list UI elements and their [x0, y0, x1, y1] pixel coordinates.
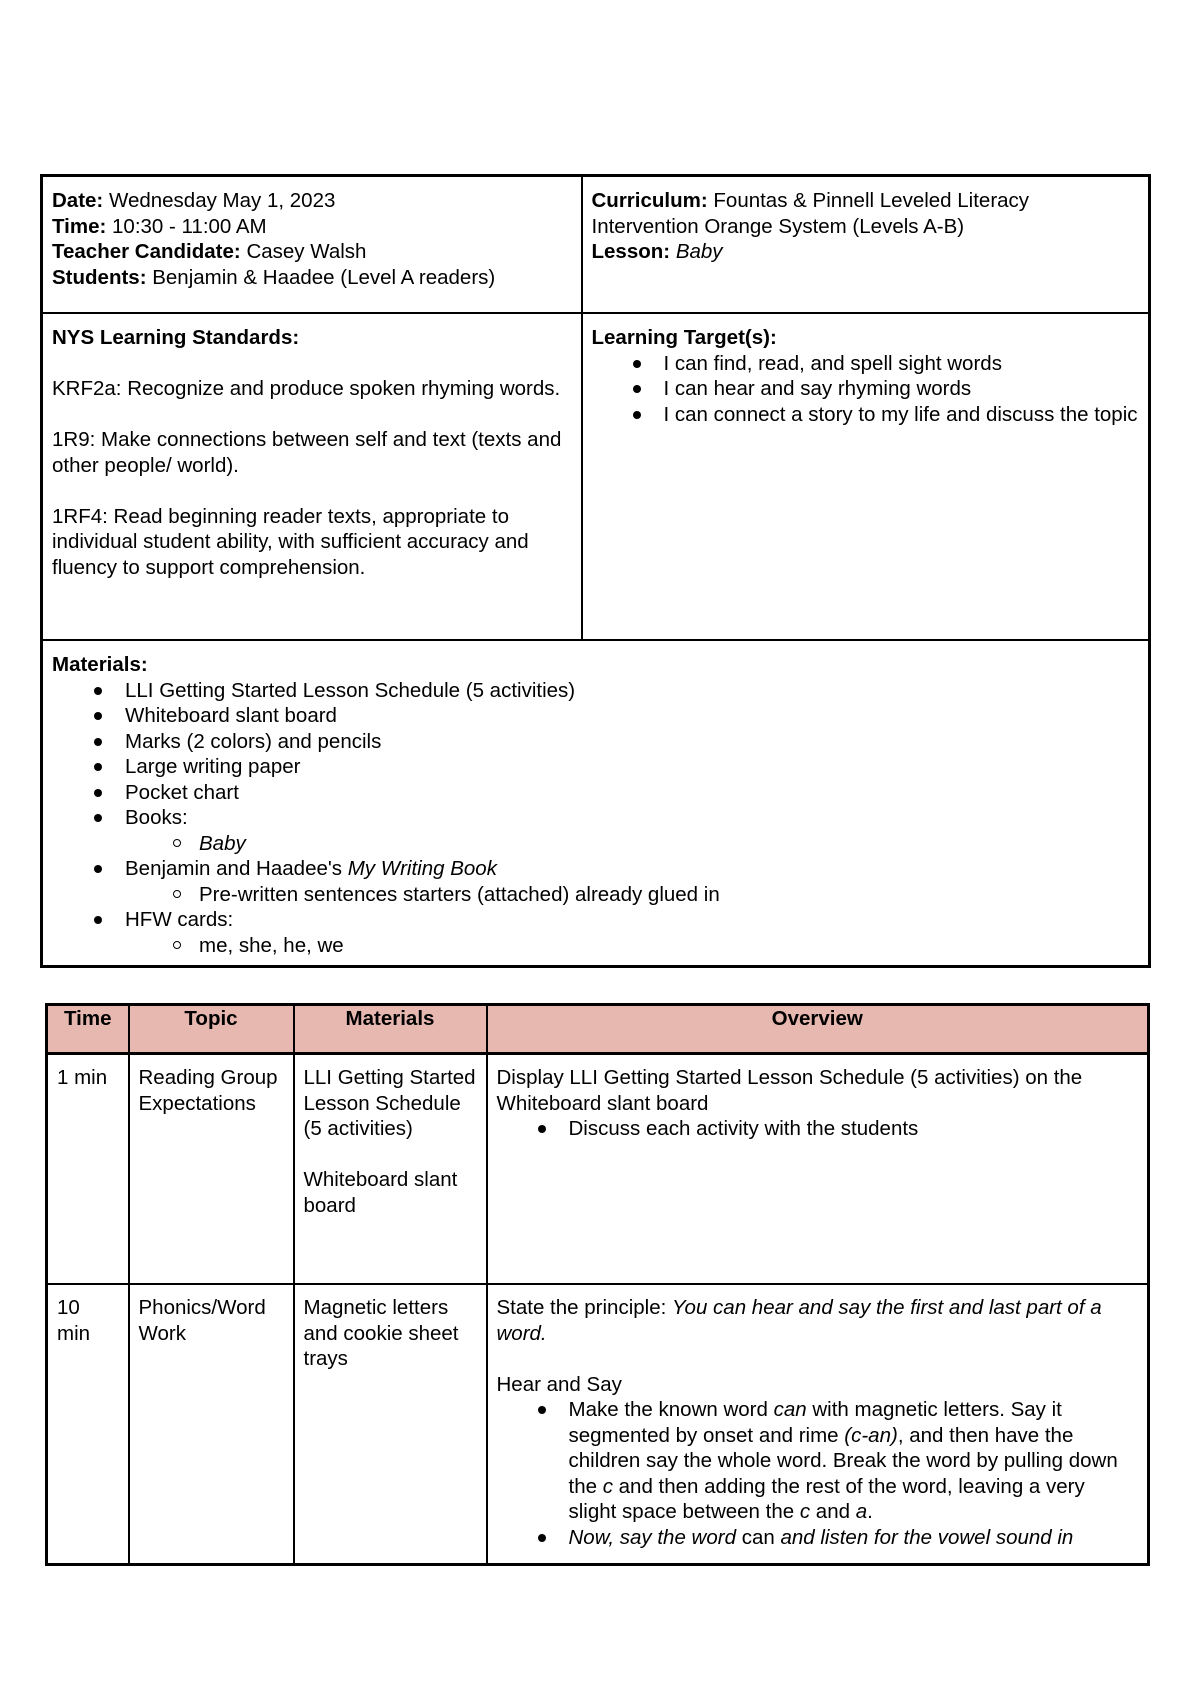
materials-heading: Materials:: [52, 653, 148, 676]
material-item: Large writing paper: [52, 754, 1139, 780]
header-materials: Materials: [294, 1005, 487, 1054]
header-topic: Topic: [129, 1005, 294, 1054]
schedule-header-row: [47, 1005, 1149, 1054]
principle-line: State the principle: You can hear and say the first and last part of a word.: [496, 1296, 1102, 1345]
overview-bullet: Discuss each activity with the students: [497, 1116, 1139, 1142]
materials-row: [42, 640, 1150, 967]
target-item: I can hear and say rhyming words: [592, 376, 1140, 402]
row1-time: 1 min: [47, 1054, 129, 1285]
overview-bullet: Make the known word can with magnetic letters. Say it segmented by onset and rime (c-an), and then have the children say the whole word. Break the word by pulling down the c and then adding the rest of the word, leaving a very slight space between the c and a.: [497, 1397, 1139, 1525]
materials-list: [52, 678, 1139, 959]
material-item: HFW cards:: [52, 907, 1139, 933]
row1-topic: Reading Group Expectations: [129, 1054, 294, 1285]
standards-row: [42, 313, 1150, 640]
standard-1r9: 1R9: Make connections between self and text (texts and other people/ world).: [52, 428, 562, 477]
material-subitem: Baby: [52, 831, 1139, 857]
material-item: Books:: [52, 805, 1139, 831]
row2-materials: Magnetic letters and cookie sheet trays: [294, 1284, 487, 1565]
students-line: Students: Benjamin & Haadee (Level A readers): [52, 265, 496, 289]
standard-1rf4: 1RF4: Read beginning reader texts, appropriate to individual student ability, with sufficient accuracy and fluency to support comprehension.: [52, 504, 529, 579]
standards-cell: [42, 313, 582, 640]
material-item: Whiteboard slant board: [52, 703, 1139, 729]
material-subitem: Pre-written sentences starters (attached) already glued in: [52, 882, 1139, 908]
curriculum-line: Curriculum: Fountas & Pinnell Leveled Literacy Intervention Orange System (Levels A-B): [591, 189, 1030, 238]
materials-cell: [42, 640, 1150, 967]
standard-krf2a: KRF2a: Recognize and produce spoken rhyming words.: [52, 377, 561, 400]
header-overview: Overview: [487, 1005, 1149, 1054]
standards-heading: NYS Learning Standards:: [52, 326, 300, 349]
row1-overview: Display LLI Getting Started Lesson Schedule (5 activities) on the Whiteboard slant board Discuss each activity with the students: [487, 1054, 1149, 1285]
date-line: Date: Wednesday May 1, 2023: [52, 189, 336, 212]
target-item: I can find, read, and spell sight words: [592, 351, 1140, 377]
teacher-line: Teacher Candidate: Casey Walsh: [52, 240, 367, 263]
header-time: Time: [47, 1005, 129, 1054]
hear-say-heading: Hear and Say: [496, 1372, 622, 1396]
targets-heading: Learning Target(s):: [591, 326, 777, 349]
row2-overview: [487, 1284, 1149, 1565]
row1-materials: LLI Getting Started Lesson Schedule (5 activities) Whiteboard slant board: [294, 1054, 487, 1285]
lesson-line: Lesson: Baby: [591, 240, 723, 263]
table-row: [47, 1284, 1149, 1565]
lesson-schedule-table: [45, 1003, 1150, 1566]
material-item: LLI Getting Started Lesson Schedule (5 activities): [52, 678, 1139, 704]
info-row: [42, 176, 1150, 314]
material-item: Benjamin and Haadee's My Writing Book: [52, 856, 1139, 882]
row2-topic: Phonics/Word Work: [129, 1284, 294, 1565]
lesson-details-cell: [42, 176, 582, 314]
row2-time: 10 min: [47, 1284, 129, 1565]
target-item: I can connect a story to my life and discuss the topic: [592, 402, 1140, 428]
curriculum-cell: [582, 176, 1150, 314]
targets-cell: [582, 313, 1150, 640]
material-item: Pocket chart: [52, 780, 1139, 806]
targets-list: [592, 351, 1140, 428]
overview-bullet: Now, say the word can and listen for the vowel sound in: [497, 1525, 1139, 1551]
table-row: [47, 1054, 1149, 1285]
material-subitem: me, she, he, we: [52, 933, 1139, 959]
lesson-info-table: [40, 174, 1151, 968]
material-item: Marks (2 colors) and pencils: [52, 729, 1139, 755]
time-line: Time: 10:30 - 11:00 AM: [52, 214, 267, 238]
